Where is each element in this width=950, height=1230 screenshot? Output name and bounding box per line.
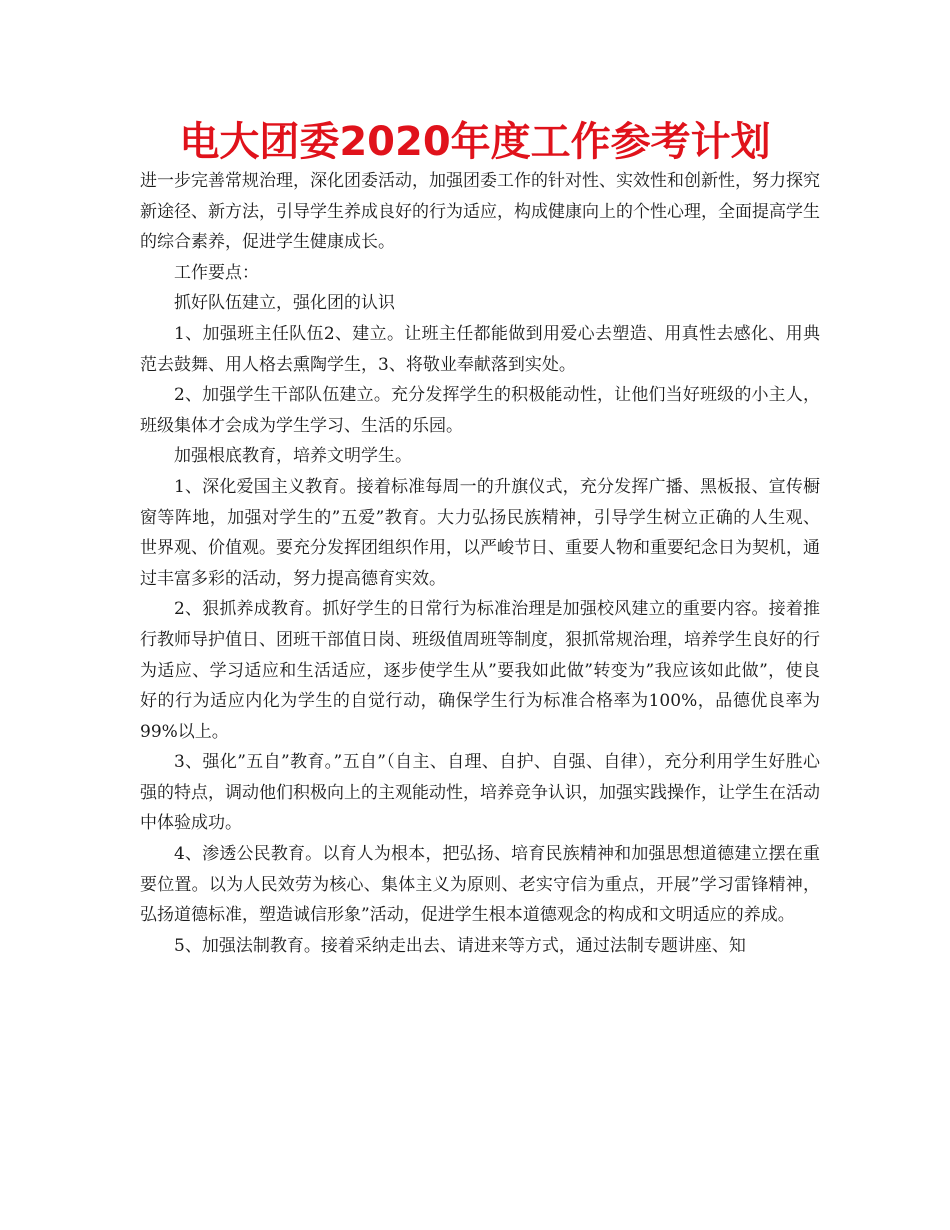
paragraph: 4、渗透公民教育。以育人为根本，把弘扬、培育民族精神和加强思想道德建立摆在重要位置。以为人民效劳为核心、集体主义为原则、老实守信为重点，开展”学习雷锋精神，弘扬道德标准，塑造诚信形象”活动，促进学生根本道德观念的构成和文明适应的养成。: [140, 844, 820, 926]
paragraph: 3、强化”五自”教育。”五自”（自主、自理、自护、自强、自律），充分利用学生好胜心强的特点，调动他们积极向上的主观能动性，培养竞争认识，加强实践操作，让学生在活动中体验成功。: [140, 752, 820, 834]
paragraph: 2、加强学生干部队伍建立。充分发挥学生的积极能动性，让他们当好班级的小主人，班级集体才会成为学生学习、生活的乐园。: [140, 385, 820, 436]
paragraph: 2、狠抓养成教育。抓好学生的日常行为标准治理是加强校风建立的重要内容。接着推行教师导护值日、团班干部值日岗、班级值周班等制度，狠抓常规治理，培养学生良好的行为适应、学习适应和生活适应，逐步使学生从”要我如此做”转变为”我应该如此做”，使良好的行为适应内化为学生的自觉行动，确保学生行为标准合格率为100%，品德优良率为99%以上。: [140, 599, 820, 742]
paragraph: 进一步完善常规治理，深化团委活动，加强团委工作的针对性、实效性和创新性，努力探究新途径、新方法，引导学生养成良好的行为适应，构成健康向上的个性心理，全面提高学生的综合素养，促进学生健康成长。: [140, 171, 820, 253]
section-heading: 加强根底教育，培养文明学生。: [174, 446, 412, 467]
document-title: 电大团委2020年度工作参考计划: [179, 119, 771, 165]
document-body: [140, 166, 820, 961]
paragraph: 5、加强法制教育。接着采纳走出去、请进来等方式，通过法制专题讲座、知: [174, 935, 746, 956]
paragraph: 1、加强班主任队伍2、建立。让班主任都能做到用爱心去塑造、用真性去感化、用典范去鼓舞、用人格去熏陶学生，3、将敬业奉献落到实处。: [140, 323, 820, 375]
section-label: 工作要点：: [174, 262, 259, 283]
paragraph: 1、深化爱国主义教育。接着标准每周一的升旗仪式，充分发挥广播、黑板报、宣传橱窗等阵地，加强对学生的”五爱”教育。大力弘扬民族精神，引导学生树立正确的人生观、世界观、价值观。要充分发挥团组织作用，以严峻节日、重要人物和重要纪念日为契机，通过丰富多彩的活动，努力提高德育实效。: [140, 476, 820, 589]
section-heading: 抓好队伍建立，强化团的认识: [174, 293, 395, 314]
